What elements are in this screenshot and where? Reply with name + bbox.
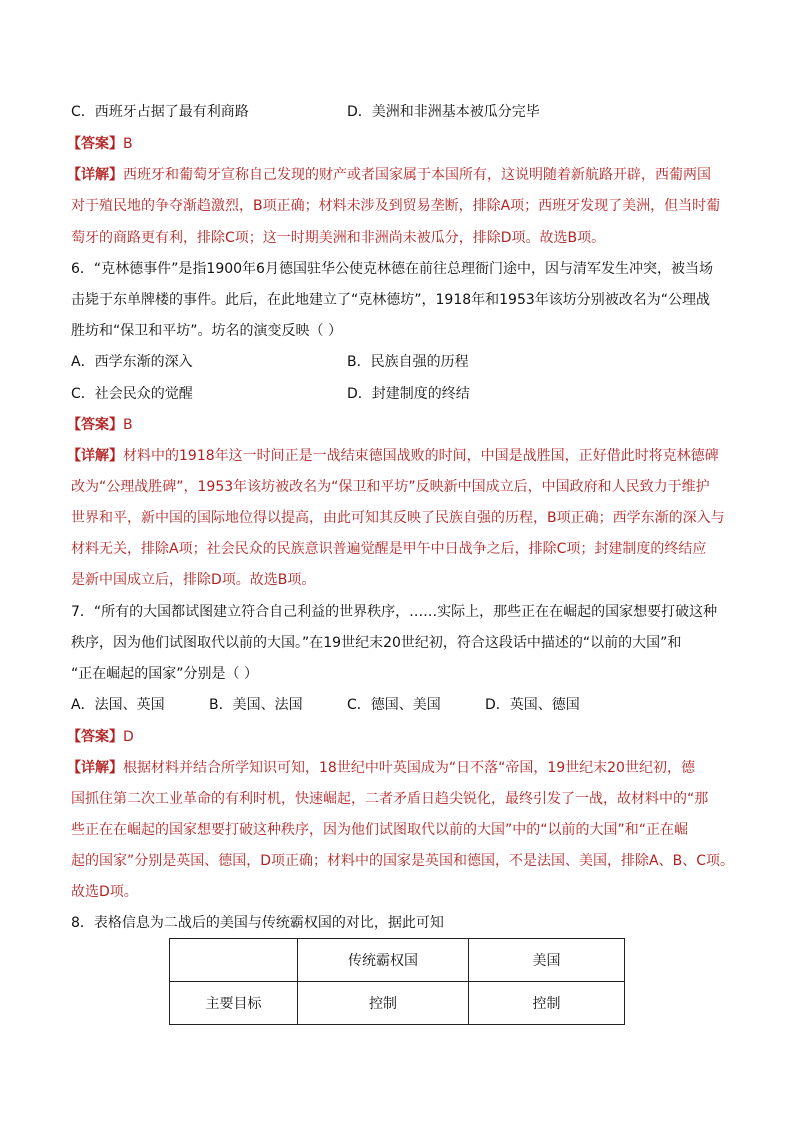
q6-answer — [67, 415, 133, 435]
comparison-table — [169, 938, 625, 1025]
q7-option-a: A．法国、英国 — [71, 697, 165, 713]
table-cell: 主要目标 — [170, 982, 298, 1025]
q6-detail-line: 材料无关，排除A项；社会民众的民族意识普遍觉醒是甲午中日战争之后，排除C项；封建制度的终结应 — [71, 541, 707, 557]
table-header-row — [170, 939, 625, 982]
q7-stem-line: “正在崛起的国家”分别是（ ） — [71, 666, 258, 682]
q7-detail-line: 些正在在崛起的国家想要打破这种秩序，因为他们试图取代以前的大国”中的“以前的大国”和“正在崛 — [71, 822, 689, 838]
q5-detail-line: 萄牙的商路更有利，排除C项；这一时期美洲和非洲尚未被瓜分，排除D项。故选B项。 — [71, 230, 606, 246]
q7-detail-line: 国抓住第二次工业革命的有利时机，快速崛起，二者矛盾日趋尖锐化，最终引发了一战，故材料中的“那 — [71, 791, 709, 807]
answer-tag: 【答案】 — [67, 417, 123, 433]
q6-stem-line: 6．“克林德事件”是指1900年6月德国驻华公使克林德在前往总理衙门途中，因与清军发生冲突，被当场 — [71, 261, 713, 277]
table-cell: 控制 — [469, 982, 625, 1025]
q7-option-c: C．德国、美国 — [347, 697, 441, 713]
table-row — [170, 982, 625, 1025]
q7-stem-line: 7．“所有的大国都试图建立符合自己利益的世界秩序，……实际上，那些正在在崛起的国家想要打破这种 — [71, 604, 718, 620]
answer-tag: 【答案】 — [67, 136, 123, 152]
table-header-cell: 美国 — [469, 939, 625, 982]
q5-answer — [67, 134, 133, 154]
table-header-cell: 传统霸权国 — [298, 939, 469, 982]
answer-value: D — [123, 729, 134, 745]
q6-stem-line: 胜坊和“保卫和平坊”。坊名的演变反映（ ） — [71, 323, 342, 339]
table-cell: 控制 — [298, 982, 469, 1025]
q7-detail-line: 故选D项。 — [71, 884, 138, 900]
q8-stem: 8．表格信息为二战后的美国与传统霸权国的对比，据此可知 — [71, 915, 444, 931]
q5-option-d: D．美洲和非洲基本被瓜分完毕 — [347, 104, 540, 120]
q5-detail-line: 对于殖民地的争夺渐趋激烈，B项正确；材料未涉及到贸易垄断，排除A项；西班牙发现了美洲，但当时葡 — [71, 198, 721, 214]
answer-value: B — [123, 417, 133, 433]
detail-tag: 【详解】 — [67, 448, 123, 464]
q6-detail-line: 改为“公理战胜碑”，1953年该坊被改名为“保卫和平坊”反映新中国成立后，中国政府和人民致力于维护 — [71, 479, 710, 495]
q5-detail-line: 【详解】西班牙和葡萄牙宣称自己发现的财产或者国家属于本国所有，这说明随着新航路开辟，西葡两国 — [67, 167, 711, 183]
q7-option-d: D．英国、德国 — [485, 697, 580, 713]
q6-stem-line: 击毙于东单牌楼的事件。此后，在此地建立了“克林德坊”，1918年和1953年该坊分别被改名为“公理战 — [71, 292, 711, 308]
q7-answer — [67, 727, 134, 747]
q6-option-b: B．民族自强的历程 — [347, 354, 469, 370]
answer-value: B — [123, 136, 133, 152]
q7-option-b: B．美国、法国 — [209, 697, 303, 713]
detail-tag: 【详解】 — [67, 167, 123, 183]
q6-option-c: C．社会民众的觉醒 — [71, 386, 193, 402]
q6-option-a: A．西学东渐的深入 — [71, 354, 193, 370]
q7-detail-line: 起的国家”分别是英国、德国，D项正确；材料中的国家是英国和德国，不是法国、美国，排除A、B、C项。 — [71, 853, 734, 869]
q6-detail-line: 【详解】材料中的1918年这一时间正是一战结束德国战败的时间，中国是战胜国，正好借此时将克林德碑 — [67, 448, 719, 464]
q5-option-c: C．西班牙占据了最有利商路 — [71, 104, 249, 120]
q7-stem-line: 秩序，因为他们试图取代以前的大国。”在19世纪末20世纪初，符合这段话中描述的“以前的大国”和 — [71, 635, 682, 651]
q6-detail-line: 是新中国成立后，排除D项。故选B项。 — [71, 572, 316, 588]
detail-tag: 【详解】 — [67, 760, 123, 776]
q6-option-d: D．封建制度的终结 — [347, 386, 470, 402]
q7-detail-line: 【详解】根据材料并结合所学知识可知，18世纪中叶英国成为“日不落“帝国，19世纪末20世纪初，德 — [67, 760, 695, 776]
answer-tag: 【答案】 — [67, 729, 123, 745]
table-header-cell — [170, 939, 298, 982]
q6-detail-line: 世界和平，新中国的国际地位得以提高，由此可知其反映了民族自强的历程，B项正确；西学东渐的深入与 — [71, 510, 725, 526]
